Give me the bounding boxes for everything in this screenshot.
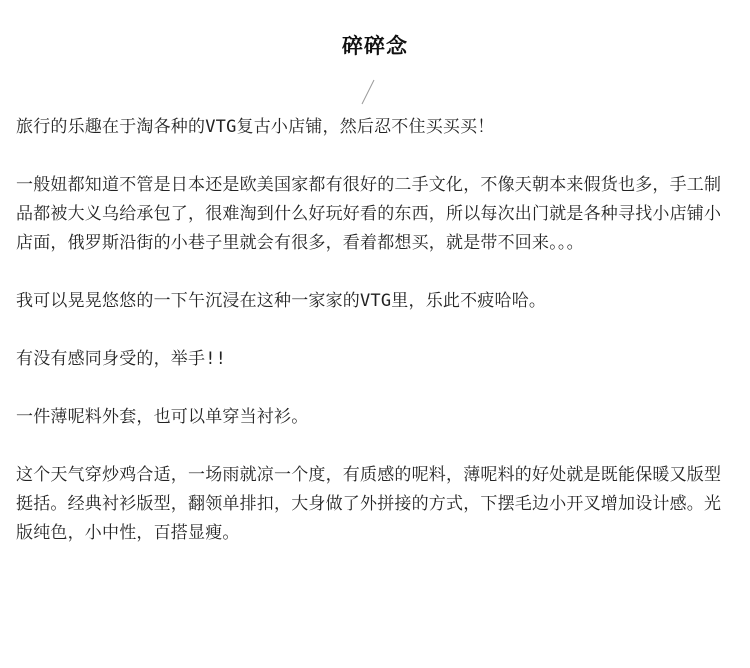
paragraph-vtg-afternoon: 我可以晃晃悠悠的一下午沉浸在这种一家家的VTG里，乐此不疲哈哈。: [16, 291, 547, 311]
article-body: [16, 113, 736, 548]
paragraph-raise-hands: 有没有感同身受的，举手!!: [16, 349, 227, 369]
article-title: 碎碎念: [342, 34, 408, 58]
paragraph-secondhand-culture: 一般妞都知道不管是日本还是欧美国家都有很好的二手文化，不像天朝本来假货也多，手工制品都被大义乌给承包了，很难淘到什么好玩好看的东西，所以每次出门就是各种寻找小店铺小店面，俄罗斯沿街的小巷子里就会有很多，看着都想买，就是带不回来。。。: [16, 175, 722, 253]
slash-divider: [361, 79, 375, 105]
paragraph-jacket: 一件薄呢料外套，也可以单穿当衬衫。: [16, 407, 309, 427]
paragraph-intro: 旅行的乐趣在于淘各种的VTG复古小店铺，然后忍不住买买买！: [16, 117, 495, 137]
paragraph-jacket-details: 这个天气穿炒鸡合适，一场雨就凉一个度，有质感的呢料，薄呢料的好处就是既能保暖又版型挺括。经典衬衫版型，翻领单排扣，大身做了外拼接的方式，下摆毛边小开叉增加设计感。光版纯色，小中性，百搭显瘦。: [16, 465, 722, 543]
